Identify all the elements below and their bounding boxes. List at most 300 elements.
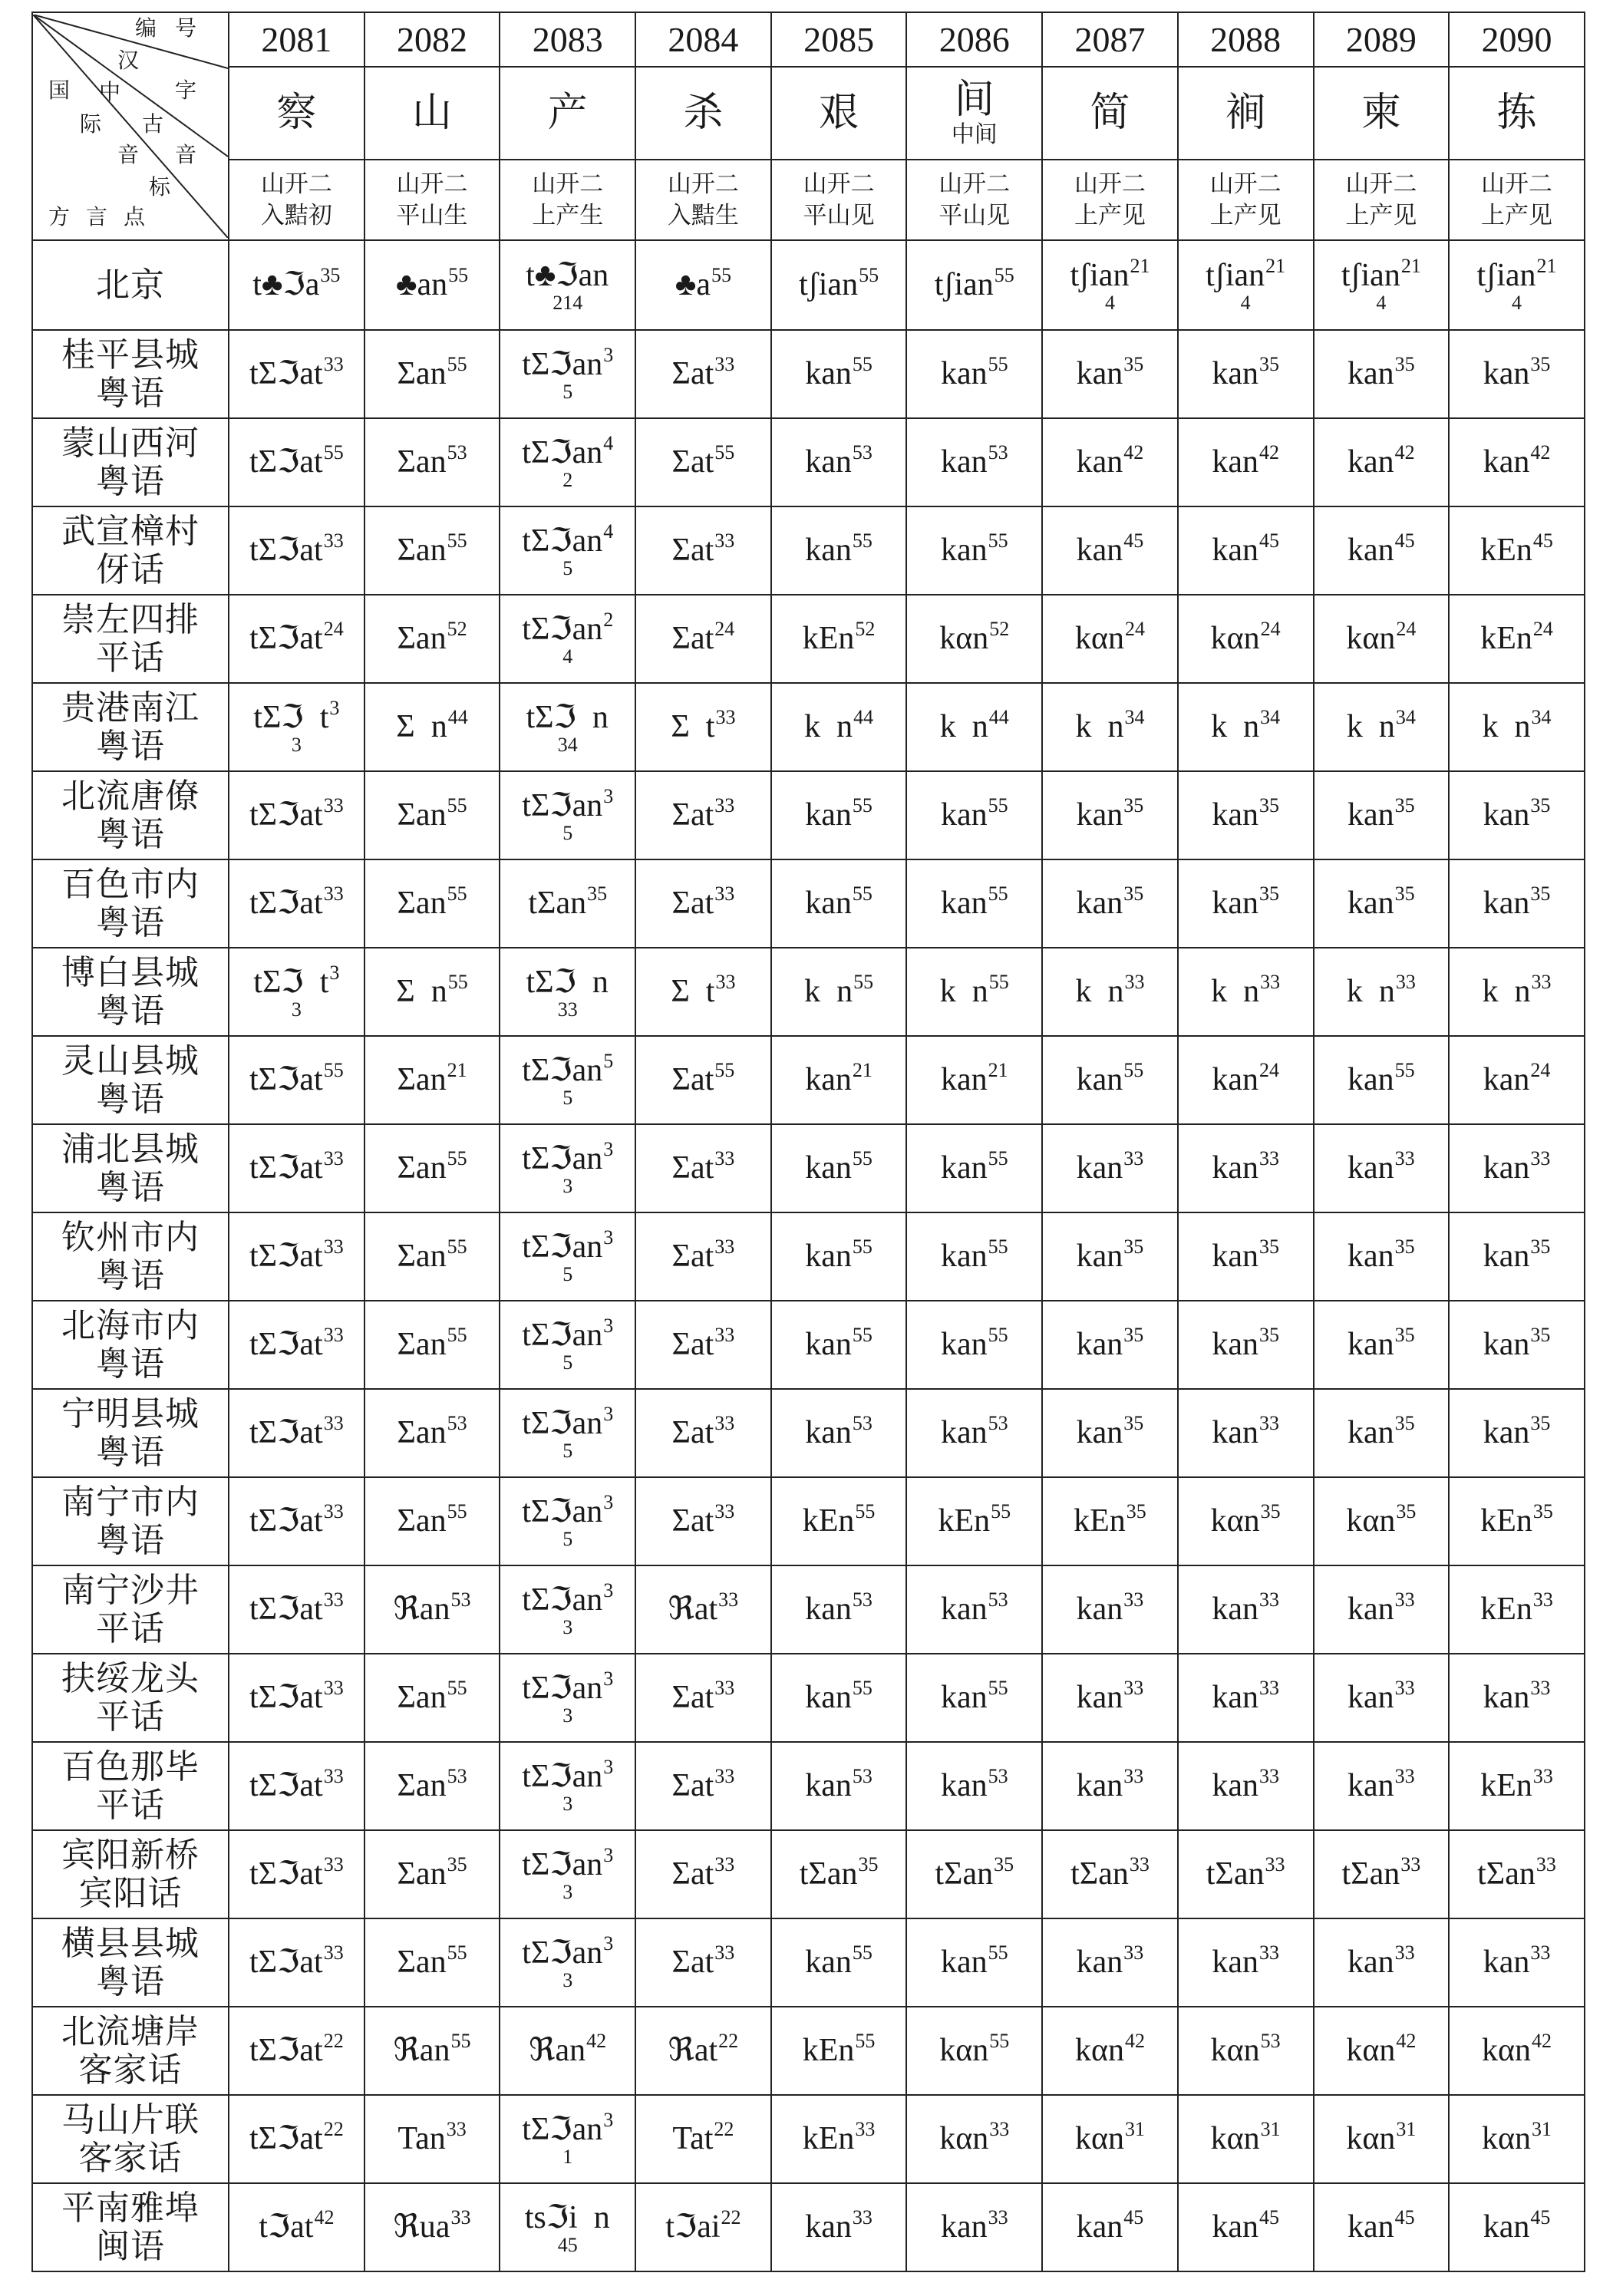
ipa-text: kan xyxy=(1076,533,1123,569)
dialect-name-cell xyxy=(32,330,229,418)
ipa-line xyxy=(229,529,364,569)
tone-number: 55 xyxy=(988,1941,1008,1964)
ipa-text: Σat xyxy=(671,1768,714,1804)
ipa-cell xyxy=(500,2183,635,2271)
ipa-cell xyxy=(364,771,500,859)
ipa-text: kan xyxy=(1076,1768,1123,1804)
tone-number: 3 xyxy=(603,1668,614,1691)
ipa-cell xyxy=(1449,1389,1585,1477)
ipa-cell xyxy=(1178,859,1314,948)
ipa-cell xyxy=(1042,948,1178,1036)
ipa-text: kan xyxy=(1483,1415,1530,1451)
tone-number: 3 xyxy=(603,1844,614,1867)
tone-number: 55 xyxy=(323,1059,344,1082)
tone-number: 55 xyxy=(447,353,467,376)
tone-number: 53 xyxy=(852,1412,872,1435)
ipa-cell xyxy=(635,1389,771,1477)
ipa-text: kan xyxy=(940,1945,988,1981)
dialect-name-cell xyxy=(32,683,229,771)
ipa-cell xyxy=(1314,418,1450,506)
ipa-line xyxy=(772,1853,906,1892)
tone-wrap-line: 5 xyxy=(562,556,573,579)
ipa-cell xyxy=(906,506,1042,595)
ipa-line xyxy=(636,1679,770,1716)
dialect-row xyxy=(32,1301,1585,1389)
ipa-text: kan xyxy=(1076,1062,1123,1098)
tone-number: 33 xyxy=(323,1147,344,1170)
ipa-line xyxy=(1450,441,1584,480)
column-number-cell: 2090 xyxy=(1449,12,1585,67)
ipa-cell xyxy=(229,1212,364,1301)
tone-number: 3 xyxy=(329,962,340,985)
ipa-cell xyxy=(229,771,364,859)
tone-number: 33 xyxy=(1258,1588,1279,1611)
ipa-line xyxy=(1314,1679,1449,1716)
ipa-line xyxy=(907,1500,1041,1539)
dialect-name-line: 浦北县城 xyxy=(61,1130,200,1169)
middle-chinese-line: 平山生 xyxy=(396,201,468,229)
ipa-text: Σan xyxy=(397,1856,447,1892)
ipa-line xyxy=(1179,1588,1313,1628)
ipa-text: kan xyxy=(805,1415,852,1451)
ipa-line xyxy=(365,1235,500,1275)
ipa-line xyxy=(636,529,770,569)
ipa-line xyxy=(1179,620,1313,657)
ipa-cell xyxy=(1314,595,1450,683)
tone-number: 35 xyxy=(1126,1500,1146,1523)
ipa-cell xyxy=(229,1742,364,1830)
ipa-text: kan xyxy=(1076,1415,1123,1451)
ipa-line xyxy=(1314,882,1449,922)
tone-number: 31 xyxy=(1396,2118,1417,2141)
middle-chinese-line: 上产生 xyxy=(532,201,604,229)
ipa-line xyxy=(1043,1147,1177,1186)
head-character: 察 xyxy=(276,91,317,135)
ipa-line xyxy=(1314,1326,1449,1363)
ipa-line xyxy=(1314,529,1449,569)
ipa-text: kan xyxy=(805,1945,852,1981)
ipa-cell xyxy=(635,1301,771,1389)
ipa-cell xyxy=(500,1830,635,1918)
dialect-name-line: 粤语 xyxy=(96,462,165,500)
ipa-text: kan xyxy=(1483,1150,1530,1186)
ipa-line xyxy=(1043,882,1177,922)
tone-wrap-line: 3 xyxy=(562,1174,573,1197)
ipa-text: kan xyxy=(1483,1327,1530,1363)
ipa-cell xyxy=(635,859,771,948)
tone-number: 33 xyxy=(323,1412,344,1435)
ipa-text: kEn xyxy=(802,2033,855,2069)
tone-number: 55 xyxy=(323,441,344,464)
ipa-line xyxy=(1314,441,1449,480)
ipa-line xyxy=(500,1226,635,1265)
tone-number: 35 xyxy=(320,264,341,287)
tone-number: 53 xyxy=(447,1412,467,1435)
ipa-text: kαn xyxy=(939,2121,989,2157)
ipa-line xyxy=(1450,529,1584,569)
ipa-cell xyxy=(1042,330,1178,418)
ipa-line xyxy=(1314,794,1449,833)
ipa-line xyxy=(772,2120,906,2157)
ipa-text: tΣℑan xyxy=(522,1847,603,1883)
tone-number: 22 xyxy=(323,2118,344,2141)
ipa-text: tΣan xyxy=(1070,1856,1129,1892)
ipa-cell xyxy=(229,1830,364,1918)
ipa-text: kan xyxy=(940,356,988,392)
ipa-cell xyxy=(500,2095,635,2183)
ipa-cell xyxy=(229,595,364,683)
tone-wrap-line: 1 xyxy=(562,2145,573,2168)
tone-number: 33 xyxy=(989,2118,1010,2141)
column-number-cell: 2086 xyxy=(906,12,1042,67)
ipa-line xyxy=(365,708,500,745)
column-number-cell: 2085 xyxy=(771,12,907,67)
ipa-text: Σat xyxy=(671,886,714,922)
ipa-line xyxy=(365,1588,500,1628)
tone-number: 33 xyxy=(323,353,344,376)
tone-number: 35 xyxy=(1260,1500,1281,1523)
tone-number: 45 xyxy=(1123,2206,1144,2229)
ipa-text: Σ n xyxy=(396,974,447,1010)
dialect-name-line: 平话 xyxy=(96,1609,165,1648)
dialect-name-line: 粤语 xyxy=(96,991,165,1030)
tone-number: 35 xyxy=(1394,1412,1415,1435)
dialect-row xyxy=(32,2095,1585,2183)
tone-number: 42 xyxy=(1532,2030,1552,2053)
ipa-line xyxy=(772,1414,906,1451)
ipa-cell xyxy=(771,2183,907,2271)
ipa-text: k n xyxy=(1482,974,1531,1010)
ipa-line xyxy=(907,2206,1041,2245)
column-number-cell: 2089 xyxy=(1314,12,1450,67)
ipa-text: kan xyxy=(1076,1327,1123,1363)
ipa-line xyxy=(907,1326,1041,1363)
ipa-line xyxy=(772,882,906,922)
ipa-line xyxy=(907,973,1041,1010)
tone-wrap-line: 5 xyxy=(562,1527,573,1550)
ipa-cell xyxy=(1314,2007,1450,2095)
ipa-text: kan xyxy=(1212,1592,1258,1628)
ipa-text: Σan xyxy=(397,621,447,657)
ipa-cell xyxy=(500,595,635,683)
ipa-text: kan xyxy=(1076,1150,1123,1186)
ipa-text: tΣℑat xyxy=(249,1592,323,1628)
tone-number: 35 xyxy=(1394,882,1415,906)
ipa-line xyxy=(907,1853,1041,1892)
tone-number: 55 xyxy=(447,1235,467,1259)
ipa-text: kan xyxy=(1076,1592,1123,1628)
tone-number: 55 xyxy=(988,1677,1008,1700)
ipa-cell xyxy=(1314,1918,1450,2007)
dialect-name-line: 粤语 xyxy=(96,903,165,942)
column-character-cell xyxy=(229,67,364,160)
dialect-row xyxy=(32,1654,1585,1742)
middle-chinese-cell xyxy=(229,160,364,240)
tone-number: 35 xyxy=(858,1853,879,1876)
ipa-cell xyxy=(1042,1654,1178,1742)
ipa-text: kan xyxy=(940,1592,988,1628)
ipa-line xyxy=(500,2032,635,2069)
tone-number: 33 xyxy=(1530,1677,1551,1700)
ipa-line xyxy=(500,2199,635,2236)
dialect-name-cell xyxy=(32,1389,229,1477)
ipa-cell xyxy=(1449,330,1585,418)
tone-number: 55 xyxy=(852,882,872,906)
ipa-cell xyxy=(1314,2183,1450,2271)
tone-number: 53 xyxy=(988,1412,1008,1435)
tone-number: 22 xyxy=(714,2118,734,2141)
ipa-cell xyxy=(1449,595,1585,683)
ipa-cell xyxy=(500,506,635,595)
tone-number: 21 xyxy=(1536,255,1557,278)
ipa-text: Σat xyxy=(671,1503,714,1539)
ipa-line xyxy=(365,794,500,833)
ipa-cell xyxy=(906,2095,1042,2183)
tone-number: 55 xyxy=(988,1235,1008,1259)
tone-number: 33 xyxy=(714,794,735,817)
tone-number: 35 xyxy=(1123,794,1144,817)
ipa-text: k n xyxy=(804,974,853,1010)
ipa-text: kan xyxy=(1212,1680,1258,1716)
ipa-cell xyxy=(635,2007,771,2095)
tone-number: 35 xyxy=(587,882,608,906)
tone-number: 55 xyxy=(447,971,468,994)
tone-number: 55 xyxy=(988,971,1009,994)
ipa-text: tΣan xyxy=(1477,1856,1535,1892)
tone-number: 33 xyxy=(855,2118,876,2141)
ipa-cell xyxy=(364,330,500,418)
dialect-name-cell xyxy=(32,1565,229,1654)
ipa-text: t♣ℑan xyxy=(526,258,609,294)
tone-wrap-line: 5 xyxy=(562,380,573,403)
column-number-cell: 2083 xyxy=(500,12,635,67)
ipa-text: k n xyxy=(1482,709,1531,745)
ipa-line xyxy=(636,882,770,922)
dialect-name-cell xyxy=(32,418,229,506)
ipa-cell xyxy=(364,948,500,1036)
ipa-text: kan xyxy=(1212,886,1258,922)
tone-wrap-line: 45 xyxy=(557,2233,578,2256)
ipa-cell xyxy=(500,1918,635,2007)
tone-number: 3 xyxy=(603,1226,614,1249)
ipa-cell xyxy=(229,1124,364,1212)
ipa-line xyxy=(229,1767,364,1804)
tone-number: 35 xyxy=(1530,1412,1551,1435)
tone-number: 33 xyxy=(323,1588,344,1611)
tone-number: 35 xyxy=(1258,353,1279,376)
tone-number: 33 xyxy=(1123,1941,1144,1964)
ipa-cell xyxy=(364,1742,500,1830)
ipa-line xyxy=(636,2120,770,2157)
ipa-text: kan xyxy=(940,1327,988,1363)
tone-number: 33 xyxy=(1395,971,1416,994)
ipa-cell xyxy=(364,1036,500,1124)
dialect-row xyxy=(32,418,1585,506)
ipa-text: kan xyxy=(1212,1062,1258,1098)
ipa-text: kan xyxy=(1076,356,1123,392)
dialect-name-cell xyxy=(32,2095,229,2183)
ipa-text: Σat xyxy=(671,1150,714,1186)
tone-wrap-line: 3 xyxy=(562,1704,573,1727)
tone-number: 33 xyxy=(323,1324,344,1347)
ipa-text: Σat xyxy=(671,1327,714,1363)
ipa-cell xyxy=(1178,771,1314,859)
ipa-line xyxy=(772,2032,906,2069)
ipa-line xyxy=(1450,1500,1584,1539)
tone-number: 24 xyxy=(1258,1059,1279,1082)
head-character: 拣 xyxy=(1496,91,1537,135)
ipa-text: tΣℑan xyxy=(522,1582,603,1618)
ipa-text: ℜan xyxy=(393,2033,450,2069)
ipa-line xyxy=(365,1414,500,1451)
diagonal-header-cell xyxy=(32,12,229,240)
ipa-line xyxy=(636,620,770,657)
middle-chinese-cell xyxy=(1042,160,1178,240)
tone-number: 35 xyxy=(1258,1235,1279,1259)
ipa-text: kan xyxy=(1483,1239,1530,1275)
tone-wrap-line: 4 xyxy=(1512,291,1522,314)
ipa-cell xyxy=(364,1654,500,1742)
ipa-cell xyxy=(1178,948,1314,1036)
dialect-row xyxy=(32,859,1585,948)
dialect-name-cell xyxy=(32,1301,229,1389)
ipa-cell xyxy=(1449,2007,1585,2095)
ipa-text: kan xyxy=(1483,2209,1530,2245)
ipa-line xyxy=(1450,1588,1584,1628)
ipa-cell xyxy=(1178,1212,1314,1301)
ipa-line xyxy=(636,2032,770,2069)
tone-number: 33 xyxy=(1123,1147,1144,1170)
ipa-cell xyxy=(364,1477,500,1565)
dialect-name-line: 横县县城 xyxy=(61,1925,200,1963)
ipa-line xyxy=(1179,1500,1313,1539)
ipa-cell xyxy=(771,330,907,418)
ipa-text: Σan xyxy=(397,1150,447,1186)
ipa-cell xyxy=(229,2007,364,2095)
ipa-text: tʃian xyxy=(1341,258,1400,294)
ipa-cell xyxy=(500,1654,635,1742)
ipa-text: kEn xyxy=(1480,533,1532,569)
ipa-line xyxy=(1314,2120,1449,2157)
ipa-cell xyxy=(1178,1830,1314,1918)
ipa-cell xyxy=(500,859,635,948)
ipa-line xyxy=(365,882,500,922)
ipa-text: kan xyxy=(1212,2209,1258,2245)
ipa-line xyxy=(636,1326,770,1363)
tone-number: 55 xyxy=(852,353,872,376)
dialect-name-line: 平南雅埠 xyxy=(61,2189,200,2228)
ipa-line xyxy=(1179,973,1313,1010)
ipa-line xyxy=(772,1767,906,1804)
tone-number: 3 xyxy=(603,1756,614,1779)
tone-number: 52 xyxy=(989,618,1010,641)
dialect-name-line: 平话 xyxy=(96,1786,165,1824)
place-label-char: 点 xyxy=(123,206,146,229)
ipa-line xyxy=(229,620,364,657)
tone-number: 33 xyxy=(714,1412,735,1435)
dialect-name-line: 粤语 xyxy=(96,1521,165,1559)
ipa-text: tΣan xyxy=(1341,1856,1400,1892)
ipa-line xyxy=(229,794,364,833)
ipa-text: kEn xyxy=(1480,1503,1532,1539)
ipa-line xyxy=(907,1414,1041,1451)
ipa-cell xyxy=(771,506,907,595)
ipa-line xyxy=(1314,1500,1449,1539)
ipa-line xyxy=(636,1588,770,1628)
ipa-cell xyxy=(635,1036,771,1124)
tone-number: 21 xyxy=(1265,255,1286,278)
ipa-cell xyxy=(1314,948,1450,1036)
ipa-text: kαn xyxy=(1482,2033,1532,2069)
tone-number: 35 xyxy=(1123,882,1144,906)
char-label-char: 字 xyxy=(174,79,197,103)
tone-number: 33 xyxy=(714,1500,735,1523)
ipa-line xyxy=(907,441,1041,480)
dialect-row xyxy=(32,1036,1585,1124)
ipa-text: kan xyxy=(940,797,988,833)
dialect-name-line: 粤语 xyxy=(96,1080,165,1118)
ipa-line xyxy=(500,1579,635,1618)
ipa-text: Σat xyxy=(671,1680,714,1716)
ipa-text: kan xyxy=(805,1327,852,1363)
tone-number: 3 xyxy=(329,697,340,720)
middle-chinese-line: 山开二 xyxy=(1481,170,1553,198)
dialect-row xyxy=(32,1918,1585,2007)
ipa-text: kan xyxy=(1347,1150,1394,1186)
ipa-line xyxy=(365,2032,500,2069)
dialect-name-line: 粤语 xyxy=(96,1344,165,1383)
ipa-line xyxy=(1179,529,1313,569)
ipa-cell xyxy=(500,240,635,330)
ipa-text: kan xyxy=(940,444,988,480)
ipa-cell xyxy=(771,683,907,771)
ipa-text: kαn xyxy=(1346,2033,1396,2069)
tone-number: 33 xyxy=(1532,1588,1553,1611)
ipa-text: tʃian xyxy=(934,267,994,303)
ipa-line xyxy=(907,1588,1041,1628)
ipa-cell xyxy=(635,1212,771,1301)
column-character-cell xyxy=(1449,67,1585,160)
tone-number: 42 xyxy=(1124,2030,1145,2053)
ipa-line xyxy=(1043,1414,1177,1451)
tone-number: 53 xyxy=(988,1588,1008,1611)
ipa-line xyxy=(1450,794,1584,833)
ipa-cell xyxy=(635,506,771,595)
tone-number: 33 xyxy=(1394,1677,1415,1700)
tone-number: 33 xyxy=(715,706,736,729)
ipa-text: kan xyxy=(805,1150,852,1186)
ipa-cell xyxy=(364,683,500,771)
ipa-cell xyxy=(1449,506,1585,595)
ipa-text: Σat xyxy=(671,797,714,833)
ipa-text: kαn xyxy=(1074,2033,1124,2069)
ipa-line xyxy=(1179,2032,1313,2069)
tone-wrap-line: 5 xyxy=(562,1262,573,1285)
ipa-line xyxy=(1043,1588,1177,1628)
ipa-cell xyxy=(635,1654,771,1742)
ipa-cell xyxy=(1449,1477,1585,1565)
ipa-line xyxy=(500,1493,635,1530)
tone-number: 55 xyxy=(852,1941,872,1964)
tone-number: 52 xyxy=(855,618,876,641)
ipa-text: k n xyxy=(939,974,988,1010)
ipa-text: kEn xyxy=(1074,1503,1126,1539)
middle-chinese-cell xyxy=(364,160,500,240)
tone-number: 55 xyxy=(448,264,469,287)
tone-number: 33 xyxy=(714,1853,735,1876)
tone-number: 3 xyxy=(603,1403,614,1426)
ipa-line xyxy=(1179,2206,1313,2245)
